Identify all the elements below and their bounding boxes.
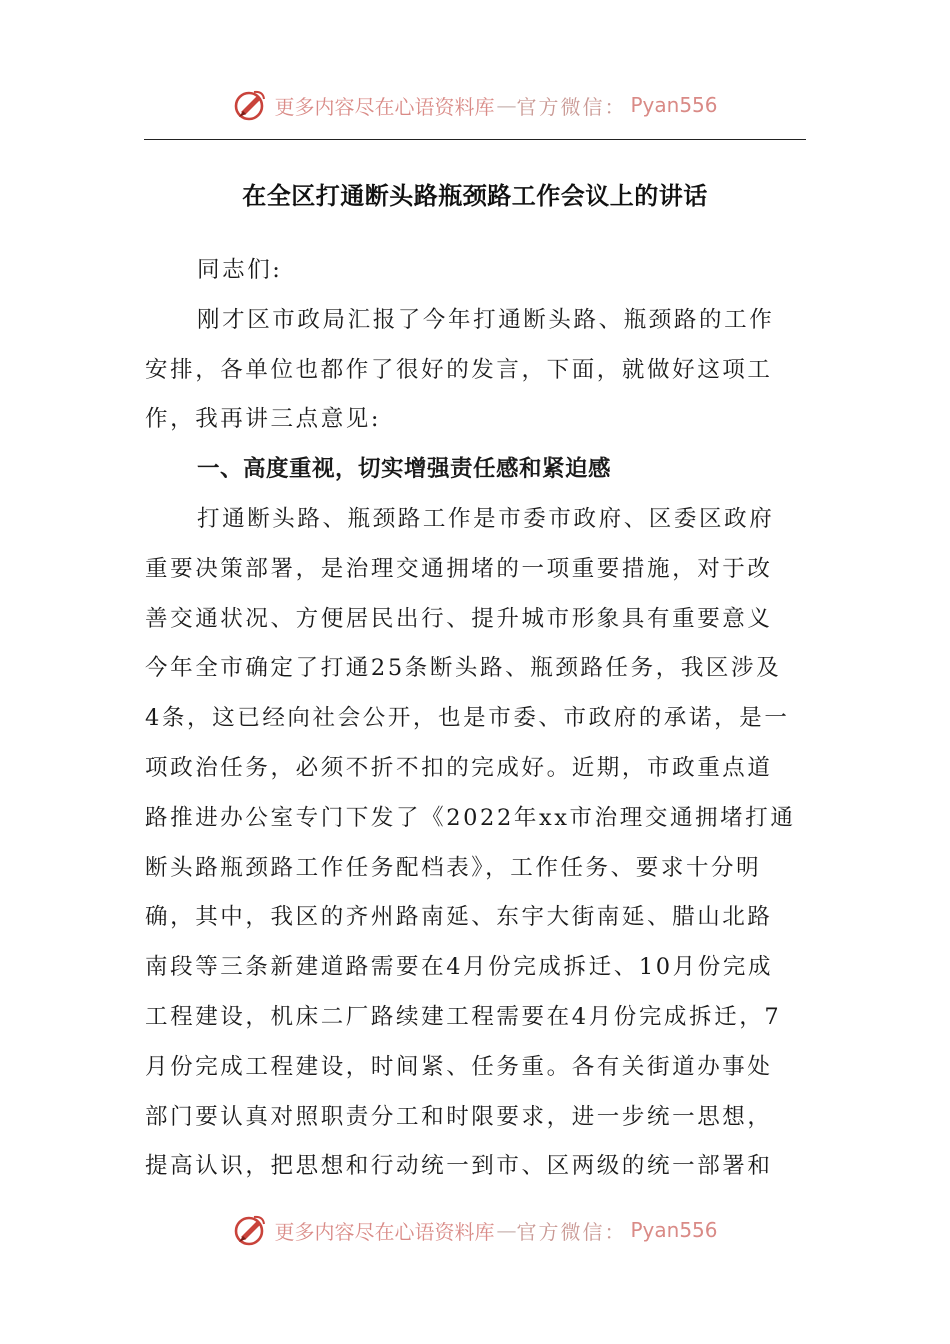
paragraph-line: 路推进办公室专门下发了《2022年xx市治理交通拥堵打通 <box>145 804 796 831</box>
banner-separator: — <box>496 93 515 117</box>
header-watermark <box>0 80 950 130</box>
paragraph-line: 项政治任务，必须不折不扣的完成好。近期，市政重点道 <box>145 754 773 781</box>
paragraph-line: 确，其中，我区的齐州路南延、东宇大街南延、腊山北路 <box>145 904 773 931</box>
banner-separator: — <box>496 1218 515 1242</box>
paragraph-line: 善交通状况、方便居民出行、提升城市形象具有重要意义 <box>145 605 773 632</box>
salutation: 同志们: <box>197 257 283 283</box>
banner-wechat-label: 官方微信： <box>516 94 627 119</box>
paragraph-line: 刚才区市政局汇报了今年打通断头路、瓶颈路的工作 <box>197 306 775 333</box>
paragraph-line: 提高认识，把思想和行动统一到市、区两级的统一部署和 <box>145 1153 773 1180</box>
paragraph-line: 打通断头路、瓶颈路工作是市委市政府、区委区政府 <box>197 505 775 532</box>
pen-logo-icon <box>232 1212 268 1248</box>
banner-brand-text: 更多内容尽在心语资料库 <box>274 1219 495 1244</box>
paragraph-line: 断头路瓶颈路工作任务配档表》，工作任务、要求十分明 <box>145 854 762 881</box>
paragraph-line: 安排，各单位也都作了很好的发言，下面，就做好这项工 <box>145 356 773 383</box>
paragraph-1 <box>145 296 807 445</box>
paragraph-2 <box>145 495 807 1192</box>
paragraph-line: 作，我再讲三点意见: <box>145 406 382 433</box>
paragraph-line: 月份完成工程建设，时间紧、任务重。各有关街道办事处 <box>145 1053 773 1080</box>
document-title: 在全区打通断头路瓶颈路工作会议上的讲话 <box>242 182 708 210</box>
paragraph-line: 部门要认真对照职责分工和时限要求，进一步统一思想， <box>145 1103 773 1130</box>
section-heading-1: 一、高度重视，切实增强责任感和紧迫感 <box>197 456 612 483</box>
banner-brand-text: 更多内容尽在心语资料库 <box>274 94 495 119</box>
paragraph-line: 今年全市确定了打通25条断头路、瓶颈路任务，我区涉及 <box>145 655 782 682</box>
paragraph-line: 4条，这已经向社会公开，也是市委、市政府的承诺，是一 <box>145 705 790 732</box>
pen-logo-icon <box>232 87 268 123</box>
paragraph-line: 工程建设，机床二厂路续建工程需要在4月份完成拆迁，7 <box>145 1003 782 1030</box>
header-rule <box>144 139 806 140</box>
paragraph-line: 南段等三条新建道路需要在4月份完成拆迁、10月份完成 <box>145 954 774 981</box>
banner-wechat-label: 官方微信： <box>516 1219 627 1244</box>
document-body <box>145 246 807 1192</box>
banner-wechat-id: Pyan556 <box>630 1218 718 1242</box>
paragraph-line: 重要决策部署，是治理交通拥堵的一项重要措施，对于改 <box>145 555 773 582</box>
footer-watermark <box>0 1205 950 1255</box>
banner-wechat-id: Pyan556 <box>630 93 718 117</box>
